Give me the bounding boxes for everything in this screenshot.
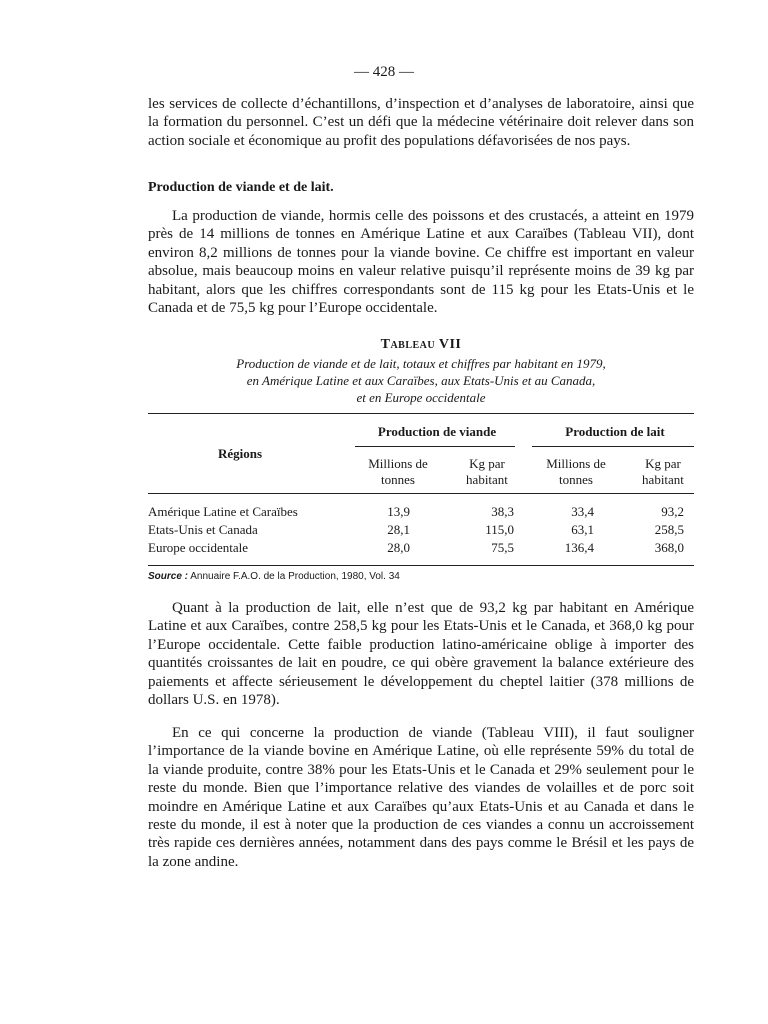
subheader-milk-total: Millions de tonnes (546, 456, 606, 487)
table-top-rule (148, 413, 694, 414)
meat-paragraph: La production de viande, hormis celle des poissons et des crustacés, a atteint en 1979 près de 14 millions de tonnes en Amérique Latine et aux Caraïbes (Tableau VII), dont environ 8,2 millions de tonnes pour la viande bovine. Ce chiffre est important en valeur absolue, mais beaucoup moins en valeur relative puisqu’il représente moins de 39 kg par habitant, alors que les chiffres correspondants sont de 115 kg pour les Etats-Unis et le Canada et de 75,5 kg pour l’Europe occidentale. (148, 208, 694, 317)
beef-paragraph: En ce qui concerne la production de viande (Tableau VIII), il faut souligner l’importance de la viande bovine en Amérique Latine, où elle représente 59% du total de la viande produite, contre 38% pour les Etats-Unis et le Canada et 29% seulement pour le reste du monde. Bien que l’importance relative des viandes de volailles et de porc soit moindre en Amérique Latine et aux Caraïbes qu’aux Etats-Unis et au Canada et dans le reste du monde, il est à noter que la production de ces viandes a connu un accroissement très rapide ces dernières années, notamment dans des pays comme le Brésil et les pays de la zone andine. (148, 725, 694, 870)
table-cell-meat-per: 115,0 (485, 522, 514, 537)
table-caption-line: en Amérique Latine et aux Caraïbes, aux Etats-Unis et au Canada, (246, 373, 596, 388)
table-caption (148, 355, 694, 406)
table-cell-milk-per: 93,2 (661, 504, 684, 519)
section-heading: Production de viande et de lait. (148, 180, 334, 195)
region-header: Régions (217, 446, 263, 461)
meat-group-rule (355, 446, 515, 447)
subheader-meat-per: Kg par habitant (466, 456, 508, 487)
table-caption-line: Production de viande et de lait, totaux et chiffres par habitant en 1979, (236, 356, 606, 371)
group-header-meat: Production de viande (377, 424, 497, 439)
table-row-region: Europe occidentale (148, 540, 248, 555)
page-number: — 428 — (354, 64, 414, 80)
table-cell-milk-total: 63,1 (571, 522, 594, 537)
intro-paragraph-block (148, 95, 694, 150)
table-source (148, 571, 400, 582)
table-cell-meat-total: 28,1 (387, 522, 410, 537)
table-cell-meat-total: 13,9 (387, 504, 410, 519)
table-title: Tableau VII (380, 337, 462, 352)
intro-paragraph: les services de collecte d’échantillons, d’inspection et d’analyses de laboratoire, ainsi que la formation du personnel. C’est un défi que la médecine vétérinaire doit relever dans son action sociale et économique au profit des populations défavorisées de nos pays. (148, 96, 694, 149)
table-caption-line: et en Europe occidentale (356, 390, 486, 405)
table-cell-milk-total: 33,4 (571, 504, 594, 519)
table-header-rule (148, 493, 694, 494)
group-header-milk: Production de lait (565, 424, 665, 439)
meat-paragraph-block (148, 207, 694, 317)
table-cell-meat-total: 28,0 (387, 540, 410, 555)
subheader-milk-per: Kg par habitant (642, 456, 684, 487)
milk-paragraph-block (148, 599, 694, 709)
source-label: Source : (148, 571, 189, 582)
beef-paragraph-block (148, 724, 694, 871)
table-cell-meat-per: 38,3 (491, 504, 514, 519)
source-text: Annuaire F.A.O. de la Production, 1980, Vol. 34 (190, 571, 400, 582)
table-row-region: Etats-Unis et Canada (148, 522, 258, 537)
table-cell-milk-per: 368,0 (654, 540, 684, 555)
table-bottom-rule (148, 565, 694, 566)
subheader-meat-total: Millions de tonnes (368, 456, 428, 487)
table-cell-milk-per: 258,5 (654, 522, 684, 537)
milk-paragraph: Quant à la production de lait, elle n’est que de 93,2 kg par habitant en Amérique Latine et aux Caraïbes, contre 258,5 kg pour les Etats-Unis et le Canada, et 368,0 kg pour l’Europe occidentale. Cette faible production latino-américaine oblige à importer des quantités croissantes de lait en poudre, ce qui obère gravement la balance extérieure des paiements et affecte sérieusement le développement du cheptel laitier (378 millions de dollars U.S. en 1978). (148, 600, 694, 709)
table-cell-milk-total: 136,4 (564, 540, 594, 555)
table-row-region: Amérique Latine et Caraïbes (148, 504, 298, 519)
milk-group-rule (532, 446, 694, 447)
table-cell-meat-per: 75,5 (491, 540, 514, 555)
